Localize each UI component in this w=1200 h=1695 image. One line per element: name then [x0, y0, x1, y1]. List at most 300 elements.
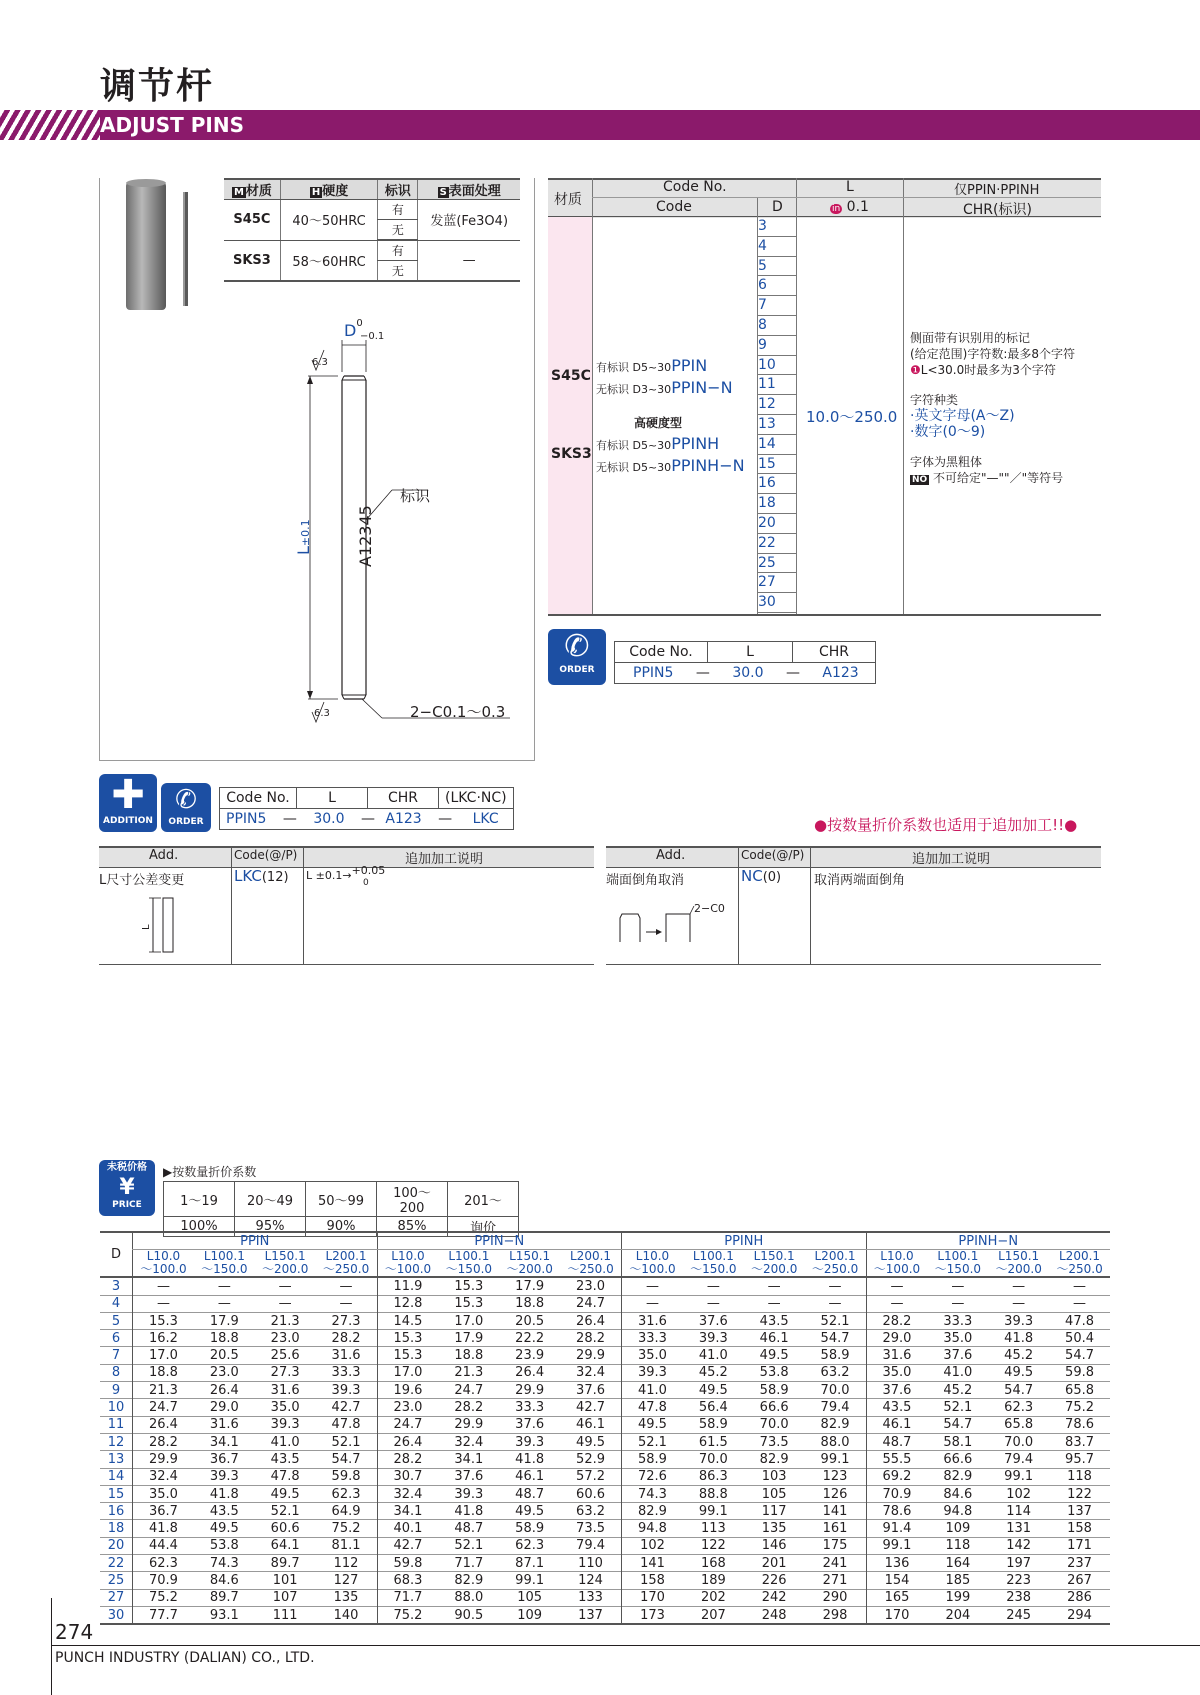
group-header: PPINH: [622, 1232, 867, 1250]
code-ppin-n: 无标识 D3~30PPIN−N: [596, 378, 733, 397]
price-cell: 207: [700, 1607, 726, 1623]
price-cell: 32.4: [133, 1468, 194, 1485]
qty-cell: 201～: [448, 1182, 519, 1217]
price-cell: 35.0: [133, 1485, 194, 1502]
price-cell: 48.7: [454, 1521, 484, 1537]
price-cell: 99.1: [698, 1503, 728, 1519]
l-label: L±0.1: [294, 519, 313, 555]
mark-yes: 有: [378, 240, 418, 261]
d-cell: 6: [111, 1330, 121, 1346]
price-cell: —: [339, 1278, 353, 1294]
price-cell: 64.1: [270, 1538, 300, 1554]
price-cell: 223: [1006, 1572, 1032, 1588]
price-cell: 19.6: [377, 1382, 438, 1399]
table-row: [100, 1382, 1110, 1399]
table-row: [100, 1572, 1110, 1589]
price-cell: 37.6: [866, 1382, 927, 1399]
price-cell: 39.3: [1004, 1313, 1034, 1329]
lkc-fig-label: L: [141, 924, 152, 930]
price-cell: 238: [1006, 1590, 1032, 1606]
d-value: 7: [758, 296, 796, 316]
price-cell: 37.6: [454, 1469, 484, 1485]
d-value: 12: [758, 395, 796, 415]
price-cell: 29.9: [454, 1417, 484, 1433]
price-cell: 47.8: [331, 1417, 361, 1433]
price-cell: 112: [333, 1555, 359, 1571]
length-range-header: L150.1 ～200.0: [499, 1250, 560, 1278]
price-cell: 33.3: [943, 1313, 973, 1329]
d-cell: 16: [107, 1503, 125, 1519]
price-cell: 102: [1006, 1486, 1032, 1502]
price-cell: 63.2: [820, 1365, 850, 1381]
price-cell: 32.4: [576, 1365, 605, 1381]
price-cell: —: [339, 1296, 353, 1312]
price-cell: 61.5: [698, 1434, 728, 1450]
d-value: 6: [758, 276, 796, 296]
price-cell: 39.3: [270, 1417, 300, 1433]
no-icon: NO: [912, 475, 928, 485]
price-cell: 35.0: [943, 1330, 973, 1346]
add-header: Add.: [149, 848, 179, 863]
price-cell: 26.4: [209, 1382, 239, 1398]
price-cell: 131: [1006, 1521, 1032, 1537]
price-cell: 49.5: [515, 1503, 545, 1519]
price-cell: 135: [761, 1521, 787, 1537]
price-cell: 140: [333, 1607, 359, 1623]
add-name: L尺寸公差变更: [99, 873, 185, 888]
table-row: [100, 1416, 1110, 1433]
col-l: L: [846, 179, 854, 195]
price-cell: 242: [761, 1590, 787, 1606]
material-s45c: S45C: [551, 368, 591, 384]
price-cell: 17.0: [377, 1364, 438, 1381]
price-cell: —: [828, 1296, 842, 1312]
add-header: Add.: [656, 848, 686, 863]
price-cell: 78.6: [866, 1503, 927, 1520]
rate-cell: 100%: [164, 1217, 235, 1237]
price-cell: 30.7: [377, 1468, 438, 1485]
price-cell: 185: [945, 1572, 971, 1588]
price-cell: 54.7: [331, 1451, 361, 1467]
price-cell: 17.0: [133, 1347, 194, 1364]
price-cell: 45.2: [1004, 1348, 1034, 1364]
price-cell: 46.1: [759, 1330, 789, 1346]
price-cell: 126: [822, 1486, 848, 1502]
price-cell: 45.2: [698, 1365, 728, 1381]
d-value: 25: [758, 554, 796, 574]
length-range-header: L150.1 ～200.0: [988, 1250, 1049, 1278]
price-cell: 59.8: [1065, 1365, 1094, 1381]
price-cell: 39.3: [331, 1382, 361, 1398]
price-cell: 99.1: [866, 1537, 927, 1554]
price-cell: 15.3: [133, 1312, 194, 1329]
price-cell: 41.0: [943, 1365, 973, 1381]
d-cell: 27: [107, 1590, 125, 1606]
price-cell: 23.9: [515, 1348, 545, 1364]
order-header-chr: CHR: [793, 642, 876, 663]
price-cell: 37.6: [515, 1417, 545, 1433]
length-range-header: L10.0 ～100.0: [866, 1250, 927, 1278]
price-cell: 245: [1006, 1607, 1032, 1623]
addition-lkc: [99, 846, 594, 965]
yen-icon: ¥: [119, 1175, 135, 1200]
price-cell: 28.2: [454, 1400, 484, 1416]
length-range-header: L10.0 ～100.0: [377, 1250, 438, 1278]
length-range-header: L100.1 ～150.0: [683, 1250, 744, 1278]
qty-row: [164, 1182, 519, 1217]
price-cell: 39.3: [622, 1364, 683, 1381]
price-cell: 168: [700, 1555, 726, 1571]
mark-yes: 有: [378, 200, 418, 220]
material-table: [224, 178, 520, 282]
code-ppinh-n: 无标识 D5~30PPINH−N: [596, 456, 745, 475]
price-cell: 84.6: [943, 1486, 973, 1502]
price-cell: 36.7: [133, 1503, 194, 1520]
chr-note-warning: ❶L<30.0时最多为3个字符: [910, 363, 1056, 377]
chr-note: 字符种类: [910, 393, 959, 407]
price-cell: 271: [822, 1572, 848, 1588]
l-range: 10.0～250.0: [806, 408, 898, 426]
addition-header-l: L: [297, 788, 368, 809]
surface-s45c: 发蓝(Fe3O4): [418, 200, 520, 241]
price-cell: 29.0: [209, 1400, 239, 1416]
s-icon: S: [439, 187, 447, 198]
addition-example-values: PPIN5 — 30.0 — A123 — LKC: [220, 809, 514, 830]
price-cell: 59.8: [377, 1555, 438, 1572]
price-cell: 15.3: [377, 1347, 438, 1364]
price-cell: 142: [1006, 1538, 1032, 1554]
price-cell: 70.0: [1004, 1434, 1034, 1450]
mark-no: 无: [378, 220, 418, 241]
nc-fig-label: 2−C0: [694, 902, 725, 915]
phone-icon: ✆: [175, 785, 197, 815]
addition-icon: ✚ ADDITION: [99, 774, 157, 832]
col-d: D: [772, 199, 783, 215]
length-range-header: L100.1 ～150.0: [194, 1250, 255, 1278]
price-cell: 52.1: [943, 1400, 973, 1416]
price-cell: 89.7: [270, 1555, 300, 1571]
price-cell: 43.5: [209, 1503, 239, 1519]
price-cell: 75.2: [377, 1606, 438, 1624]
code-header: Code(@/P): [741, 848, 805, 862]
d-value: 11: [758, 375, 796, 395]
table-row: [100, 1589, 1110, 1606]
price-cell: 43.5: [270, 1451, 300, 1467]
price-cell: 105: [761, 1486, 787, 1502]
l-unit: in 0.1: [832, 199, 869, 215]
length-range-header: L150.1 ～200.0: [744, 1250, 805, 1278]
price-cell: 58.9: [759, 1382, 789, 1398]
rate-cell: 85%: [377, 1217, 448, 1237]
price-cell: —: [133, 1295, 194, 1312]
header-material: M 材质: [224, 179, 280, 200]
price-cell: 101: [272, 1572, 298, 1588]
price-cell: 37.6: [698, 1313, 728, 1329]
price-cell: 18.8: [454, 1348, 484, 1364]
rate-cell: 95%: [235, 1217, 306, 1237]
price-cell: 226: [761, 1572, 787, 1588]
price-cell: 16.2: [133, 1330, 194, 1347]
price-cell: 65.8: [1004, 1417, 1034, 1433]
d-cell: 25: [107, 1572, 125, 1588]
price-cell: 46.1: [515, 1469, 545, 1485]
code-ppin: 有标识 D5~30PPIN: [596, 356, 708, 375]
addition-order-table: [219, 787, 514, 830]
table-row: [100, 1520, 1110, 1537]
price-icon: 未税价格 ¥ PRICE: [99, 1160, 155, 1216]
price-cell: 41.8: [209, 1486, 239, 1502]
price-cell: 41.8: [454, 1503, 484, 1519]
price-cell: 55.5: [866, 1451, 927, 1468]
price-cell: 39.3: [515, 1434, 545, 1450]
price-cell: 47.8: [1065, 1313, 1094, 1329]
price-cell: 24.7: [133, 1399, 194, 1416]
price-cell: 136: [866, 1555, 927, 1572]
chr-note: ·英文字母(A～Z): [910, 408, 1015, 424]
increment-icon: in: [832, 204, 841, 214]
price-cell: 34.1: [209, 1434, 239, 1450]
order-icon: ✆ ORDER: [548, 629, 606, 685]
price-cell: 18.8: [133, 1364, 194, 1381]
price-table-body: [100, 1277, 1110, 1624]
price-cell: 15.3: [454, 1278, 484, 1294]
price-cell: 161: [822, 1521, 848, 1537]
length-range-header: L200.1 ～250.0: [316, 1250, 377, 1278]
header-mark: 标识: [378, 179, 418, 200]
d-value: 14: [758, 435, 796, 455]
price-cell: 294: [1067, 1607, 1092, 1623]
price-cell: 46.1: [576, 1417, 605, 1433]
price-cell: 26.4: [576, 1313, 605, 1329]
price-cell: 173: [622, 1606, 683, 1624]
price-cell: 298: [822, 1607, 848, 1623]
price-cell: 62.3: [133, 1555, 194, 1572]
price-cell: 33.3: [515, 1400, 545, 1416]
price-cell: 49.5: [698, 1382, 728, 1398]
price-cell: 99.1: [1004, 1469, 1034, 1485]
price-cell: 65.8: [1065, 1382, 1094, 1398]
d-values-column: [758, 217, 796, 613]
table-row: [100, 1364, 1110, 1381]
qty-cell: 1～19: [164, 1182, 235, 1217]
price-cell: 35.0: [270, 1400, 300, 1416]
price-cell: 74.3: [622, 1485, 683, 1502]
m-icon: M: [233, 187, 244, 198]
discount-title: ▶按数量折价系数: [163, 1165, 257, 1179]
price-cell: 42.7: [331, 1400, 361, 1416]
price-cell: 73.5: [576, 1521, 605, 1537]
discount-notice: ●按数量折价系数也适用于追加加工!!●: [814, 816, 1078, 834]
price-cell: 21.3: [270, 1313, 300, 1329]
price-cell: 70.0: [759, 1417, 789, 1433]
price-cell: 24.7: [576, 1296, 605, 1312]
price-cell: 290: [822, 1590, 848, 1606]
price-cell: 31.6: [209, 1417, 239, 1433]
price-table: [100, 1231, 1110, 1625]
price-cell: 248: [761, 1607, 787, 1623]
price-cell: 22.2: [515, 1330, 545, 1346]
price-cell: 49.5: [1004, 1365, 1034, 1381]
mark-no: 无: [378, 261, 418, 282]
price-cell: 54.7: [943, 1417, 973, 1433]
price-cell: 141: [622, 1555, 683, 1572]
price-cell: —: [1073, 1296, 1087, 1312]
price-cell: 114: [1006, 1503, 1032, 1519]
price-cell: 286: [1067, 1590, 1092, 1606]
rate-cell: 90%: [306, 1217, 377, 1237]
length-range-header: L150.1 ～200.0: [255, 1250, 316, 1278]
material-s45c: S45C: [224, 200, 280, 241]
price-cell: —: [1012, 1278, 1026, 1294]
price-cell: 29.9: [133, 1451, 194, 1468]
price-cell: 43.5: [866, 1399, 927, 1416]
table-row: [100, 1347, 1110, 1364]
table-row: [100, 1295, 1110, 1312]
d-cell: 30: [107, 1607, 125, 1623]
price-cell: 40.1: [377, 1520, 438, 1537]
price-cell: 70.9: [133, 1572, 194, 1589]
price-cell: 95.7: [1065, 1451, 1094, 1467]
price-cell: 35.0: [622, 1347, 683, 1364]
d-cell: 22: [107, 1555, 125, 1571]
h-icon: H: [311, 187, 321, 198]
code-header: Code(@/P): [234, 848, 298, 862]
hardness-s45c: 40～50HRC: [280, 200, 377, 241]
price-cell: 71.7: [377, 1589, 438, 1606]
price-cell: 58.9: [698, 1417, 728, 1433]
d-value: 10: [758, 356, 796, 376]
desc-header: 追加加工说明: [405, 852, 484, 867]
price-cell: 135: [333, 1590, 359, 1606]
price-cell: 69.2: [866, 1468, 927, 1485]
header-hardness: H 硬度: [280, 179, 377, 200]
price-cell: 28.2: [866, 1312, 927, 1329]
price-cell: 53.8: [209, 1538, 239, 1554]
qty-cell: 20～49: [235, 1182, 306, 1217]
table-row: [100, 1537, 1110, 1554]
price-cell: 83.7: [1065, 1434, 1094, 1450]
price-cell: 44.4: [133, 1537, 194, 1554]
col-code: Code: [656, 199, 692, 215]
qty-cell: 100～200: [377, 1182, 448, 1217]
price-cell: 89.7: [209, 1590, 239, 1606]
price-cell: 87.1: [515, 1555, 545, 1571]
price-cell: 31.6: [331, 1348, 361, 1364]
rate-cell: 询价: [448, 1217, 519, 1237]
d-value: 4: [758, 237, 796, 257]
d-value: 3: [758, 217, 796, 237]
price-cell: 63.2: [576, 1503, 605, 1519]
group-header-row: [100, 1232, 1110, 1250]
price-cell: 52.1: [331, 1434, 361, 1450]
price-cell: 46.1: [866, 1416, 927, 1433]
length-range-header: L200.1 ～250.0: [1049, 1250, 1110, 1278]
price-cell: 18.8: [515, 1296, 545, 1312]
price-cell: 58.1: [943, 1434, 973, 1450]
d-cell: 4: [111, 1296, 121, 1312]
d-value: 9: [758, 336, 796, 356]
price-cell: 124: [578, 1572, 603, 1588]
price-cell: 24.7: [454, 1382, 484, 1398]
price-cell: 24.7: [377, 1416, 438, 1433]
d-cell: 10: [107, 1400, 125, 1416]
table-row: [100, 1277, 1110, 1295]
header-surface: S 表面处理: [418, 179, 520, 200]
price-cell: 54.7: [1065, 1348, 1094, 1364]
price-cell: 70.0: [820, 1382, 850, 1398]
price-cell: 47.8: [270, 1469, 300, 1485]
length-range-header: L200.1 ～250.0: [805, 1250, 866, 1278]
price-cell: 59.8: [331, 1469, 361, 1485]
price-cell: 41.0: [270, 1434, 300, 1450]
price-cell: 11.9: [377, 1277, 438, 1295]
price-cell: 118: [1067, 1469, 1092, 1485]
roughness-bottom: 6.3: [314, 708, 330, 719]
price-cell: 154: [866, 1572, 927, 1589]
price-cell: 39.3: [454, 1486, 484, 1502]
price-cell: 23.0: [377, 1399, 438, 1416]
price-cell: 52.1: [820, 1313, 850, 1329]
phone-icon: ✆: [564, 629, 590, 664]
addition-nc: [606, 846, 1101, 965]
price-cell: 241: [822, 1555, 848, 1571]
price-cell: 70.9: [866, 1485, 927, 1502]
price-cell: 56.4: [698, 1400, 728, 1416]
price-cell: 20.5: [515, 1313, 545, 1329]
surface-sks3: —: [418, 240, 520, 281]
price-cell: 199: [945, 1590, 971, 1606]
price-cell: 42.7: [576, 1400, 605, 1416]
hardness-sks3: 58～60HRC: [280, 240, 377, 281]
price-cell: 39.3: [209, 1469, 239, 1485]
add-code: NC(0): [741, 867, 782, 885]
price-cell: 17.0: [454, 1313, 484, 1329]
product-photo: [126, 178, 188, 312]
price-cell: 75.2: [331, 1521, 361, 1537]
price-cell: 15.3: [377, 1330, 438, 1347]
chr-note: ·数字(0～9): [910, 424, 986, 440]
order-header-l: L: [708, 642, 793, 663]
col-chr: CHR(标识): [963, 202, 1032, 218]
price-cell: 26.4: [515, 1365, 545, 1381]
table-row: [100, 1606, 1110, 1624]
price-cell: 117: [761, 1503, 787, 1519]
page-number: 274: [55, 1620, 94, 1644]
price-cell: 204: [945, 1607, 971, 1623]
d-value: 13: [758, 415, 796, 435]
price-cell: 158: [1067, 1521, 1092, 1537]
price-cell: 48.7: [515, 1486, 545, 1502]
price-cell: 107: [272, 1590, 298, 1606]
price-cell: 29.9: [576, 1348, 605, 1364]
d-cell: 18: [107, 1521, 125, 1537]
add-desc-tol: 0: [363, 878, 369, 888]
sub-header-row: [100, 1250, 1110, 1278]
price-cell: 171: [1067, 1538, 1092, 1554]
add-name: 端面倒角取消: [606, 873, 685, 888]
price-cell: 70.0: [698, 1451, 728, 1467]
length-range-header: L10.0 ～100.0: [133, 1250, 194, 1278]
addition-header-lkc: (LKC·NC): [439, 788, 514, 809]
price-cell: 58.9: [622, 1451, 683, 1468]
price-cell: 17.9: [209, 1313, 239, 1329]
price-cell: 49.5: [759, 1348, 789, 1364]
col-chr-top: 仅PPIN·PPINH: [954, 183, 1040, 198]
price-cell: 79.4: [820, 1400, 850, 1416]
d-value: 18: [758, 494, 796, 514]
plus-icon: ✚: [111, 772, 145, 818]
price-cell: 158: [622, 1572, 683, 1589]
